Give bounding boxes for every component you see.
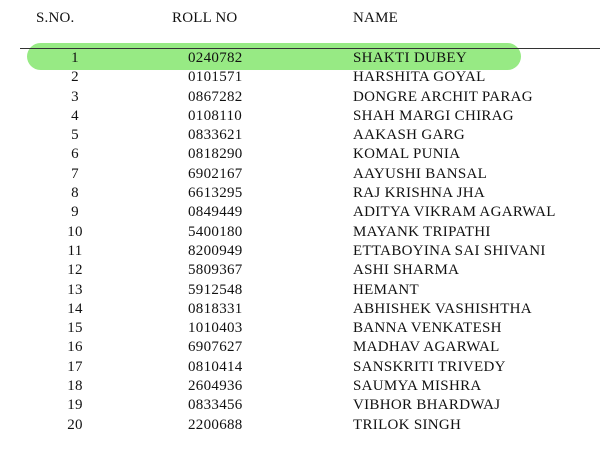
cell-sno: 8 bbox=[71, 185, 79, 202]
cell-name: DONGRE ARCHIT PARAG bbox=[353, 88, 533, 105]
cell-name: SHAH MARGI CHIRAG bbox=[353, 107, 514, 124]
cell-name: MAYANK TRIPATHI bbox=[353, 223, 491, 240]
cell-name: TRILOK SINGH bbox=[353, 416, 462, 433]
table-row bbox=[0, 377, 600, 396]
header-roll-no: ROLL NO bbox=[172, 10, 238, 26]
table-row bbox=[0, 416, 600, 435]
cell-name: ABHISHEK VASHISHTHA bbox=[353, 300, 532, 317]
table-row bbox=[0, 88, 600, 107]
cell-name: SAUMYA MISHRA bbox=[353, 378, 482, 395]
cell-sno: 14 bbox=[67, 300, 83, 317]
cell-sno: 20 bbox=[67, 416, 83, 433]
cell-roll-no: 0849449 bbox=[188, 204, 243, 221]
cell-roll-no: 0833621 bbox=[188, 127, 243, 144]
cell-sno: 1 bbox=[71, 50, 79, 66]
cell-name: SHAKTI DUBEY bbox=[353, 50, 468, 66]
cell-roll-no: 6613295 bbox=[188, 185, 243, 202]
cell-sno: 12 bbox=[67, 262, 83, 279]
cell-sno: 2 bbox=[71, 69, 79, 86]
table-row bbox=[0, 184, 600, 203]
cell-name: SANSKRITI TRIVEDY bbox=[353, 358, 506, 375]
cell-sno: 19 bbox=[67, 397, 83, 414]
cell-roll-no: 0818290 bbox=[188, 146, 243, 163]
cell-roll-no: 8200949 bbox=[188, 242, 243, 259]
cell-roll-no: 1010403 bbox=[188, 320, 243, 337]
cell-roll-no: 2200688 bbox=[188, 416, 243, 433]
cell-name: HARSHITA GOYAL bbox=[353, 69, 486, 86]
cell-name: RAJ KRISHNA JHA bbox=[353, 185, 486, 202]
cell-sno: 18 bbox=[67, 378, 83, 395]
table-row bbox=[0, 107, 600, 126]
table-row bbox=[0, 165, 600, 184]
cell-sno: 9 bbox=[71, 204, 79, 221]
cell-name: MADHAV AGARWAL bbox=[353, 339, 500, 356]
cell-roll-no: 0240782 bbox=[188, 50, 243, 66]
cell-name: KOMAL PUNIA bbox=[353, 146, 461, 163]
cell-roll-no: 0108110 bbox=[188, 107, 243, 124]
table-row bbox=[0, 223, 600, 242]
header-sno: S.NO. bbox=[36, 10, 75, 26]
cell-sno: 15 bbox=[67, 320, 83, 337]
cell-name: HEMANT bbox=[353, 281, 419, 298]
cell-sno: 5 bbox=[71, 127, 79, 144]
cell-roll-no: 5809367 bbox=[188, 262, 243, 279]
cell-roll-no: 5400180 bbox=[188, 223, 243, 240]
cell-name: ADITYA VIKRAM AGARWAL bbox=[353, 204, 556, 221]
cell-name: BANNA VENKATESH bbox=[353, 320, 502, 337]
cell-roll-no: 5912548 bbox=[188, 281, 243, 298]
cell-roll-no: 0101571 bbox=[188, 69, 243, 86]
cell-roll-no: 0818331 bbox=[188, 300, 243, 317]
cell-sno: 6 bbox=[71, 146, 79, 163]
table-row bbox=[0, 281, 600, 300]
cell-sno: 4 bbox=[71, 107, 79, 124]
table-body bbox=[0, 49, 600, 435]
cell-sno: 16 bbox=[67, 339, 83, 356]
cell-roll-no: 2604936 bbox=[188, 378, 243, 395]
table-row bbox=[0, 358, 600, 377]
cell-sno: 10 bbox=[67, 223, 83, 240]
table-row bbox=[0, 261, 600, 280]
cell-roll-no: 6907627 bbox=[188, 339, 243, 356]
table-row bbox=[0, 338, 600, 357]
table-row bbox=[0, 126, 600, 145]
cell-name: AAKASH GARG bbox=[353, 127, 466, 144]
table-row bbox=[0, 68, 600, 87]
cell-roll-no: 0810414 bbox=[188, 358, 243, 375]
cell-name: ASHI SHARMA bbox=[353, 262, 460, 279]
cell-sno: 3 bbox=[71, 88, 79, 105]
table-row bbox=[0, 242, 600, 261]
table-row bbox=[0, 49, 600, 68]
cell-roll-no: 6902167 bbox=[188, 165, 243, 182]
table-header bbox=[0, 10, 600, 30]
cell-sno: 13 bbox=[67, 281, 83, 298]
cell-sno: 7 bbox=[71, 165, 79, 182]
table-row bbox=[0, 300, 600, 319]
table-row bbox=[0, 145, 600, 164]
cell-sno: 11 bbox=[67, 242, 83, 259]
table-row bbox=[0, 396, 600, 415]
table-row bbox=[0, 319, 600, 338]
cell-sno: 17 bbox=[67, 358, 83, 375]
cell-name: VIBHOR BHARDWAJ bbox=[353, 397, 501, 414]
cell-roll-no: 0867282 bbox=[188, 88, 243, 105]
table-row bbox=[0, 203, 600, 222]
cell-name: ETTABOYINA SAI SHIVANI bbox=[353, 242, 546, 259]
cell-roll-no: 0833456 bbox=[188, 397, 243, 414]
cell-name: AAYUSHI BANSAL bbox=[353, 165, 488, 182]
header-name: NAME bbox=[353, 10, 398, 26]
